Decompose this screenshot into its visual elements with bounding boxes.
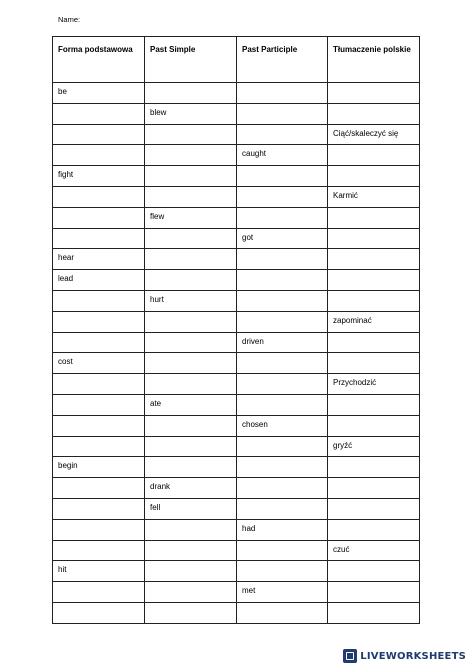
cell-past-simple: blew (145, 103, 237, 124)
cell-past-simple: ate (145, 394, 237, 415)
cell-base-form[interactable] (53, 207, 145, 228)
cell-past-participle[interactable] (237, 103, 328, 124)
cell-polish-translation[interactable] (328, 332, 420, 353)
cell-base-form[interactable] (53, 290, 145, 311)
cell-past-simple[interactable] (145, 519, 237, 540)
cell-polish-translation[interactable] (328, 519, 420, 540)
cell-past-participle[interactable] (237, 249, 328, 270)
cell-past-simple[interactable] (145, 124, 237, 145)
cell-past-simple[interactable] (145, 228, 237, 249)
cell-base-form[interactable] (53, 145, 145, 166)
table-row (53, 145, 420, 166)
cell-polish-translation[interactable] (328, 478, 420, 499)
table-row (53, 332, 420, 353)
cell-base-form[interactable] (53, 540, 145, 561)
table-row (53, 166, 420, 187)
cell-polish-translation[interactable] (328, 270, 420, 291)
cell-base-form[interactable] (53, 311, 145, 332)
cell-polish-translation[interactable] (328, 602, 420, 623)
cell-base-form[interactable] (53, 478, 145, 499)
cell-past-participle[interactable] (237, 602, 328, 623)
table-row (53, 290, 420, 311)
liveworksheets-logo-icon (343, 649, 357, 663)
cell-polish-translation[interactable] (328, 145, 420, 166)
cell-past-simple[interactable] (145, 540, 237, 561)
table-row (53, 436, 420, 457)
cell-base-form[interactable] (53, 124, 145, 145)
cell-polish-translation[interactable] (328, 103, 420, 124)
cell-past-participle[interactable] (237, 270, 328, 291)
cell-polish-translation[interactable] (328, 415, 420, 436)
cell-past-participle[interactable] (237, 83, 328, 104)
cell-polish-translation: zapominać (328, 311, 420, 332)
cell-past-participle[interactable] (237, 207, 328, 228)
footer-brand (343, 649, 466, 663)
cell-base-form[interactable] (53, 519, 145, 540)
cell-polish-translation[interactable] (328, 249, 420, 270)
table-row (53, 415, 420, 436)
cell-base-form: lead (53, 270, 145, 291)
cell-polish-translation: Ciąć/skaleczyć się (328, 124, 420, 145)
cell-past-simple[interactable] (145, 436, 237, 457)
header-base-form: Forma podstawowa (53, 37, 145, 83)
cell-past-participle[interactable] (237, 311, 328, 332)
cell-past-participle[interactable] (237, 374, 328, 395)
cell-polish-translation[interactable] (328, 561, 420, 582)
cell-past-participle[interactable] (237, 561, 328, 582)
cell-base-form[interactable] (53, 415, 145, 436)
cell-polish-translation[interactable] (328, 353, 420, 374)
cell-base-form[interactable] (53, 103, 145, 124)
cell-past-simple[interactable] (145, 332, 237, 353)
cell-base-form[interactable] (53, 332, 145, 353)
cell-past-simple[interactable] (145, 602, 237, 623)
table-row (53, 270, 420, 291)
cell-base-form[interactable] (53, 186, 145, 207)
cell-polish-translation: czuć (328, 540, 420, 561)
cell-past-participle: chosen (237, 415, 328, 436)
table-row (53, 228, 420, 249)
cell-past-simple: hurt (145, 290, 237, 311)
table-row (53, 478, 420, 499)
cell-past-participle: got (237, 228, 328, 249)
table-row (53, 311, 420, 332)
cell-past-participle: met (237, 582, 328, 603)
cell-polish-translation[interactable] (328, 457, 420, 478)
table-row (53, 124, 420, 145)
cell-polish-translation[interactable] (328, 83, 420, 104)
table-row (53, 457, 420, 478)
cell-past-participle[interactable] (237, 394, 328, 415)
cell-past-simple: fell (145, 498, 237, 519)
cell-polish-translation: Przychodzić (328, 374, 420, 395)
cell-past-simple[interactable] (145, 270, 237, 291)
cell-past-simple: drank (145, 478, 237, 499)
cell-base-form[interactable] (53, 498, 145, 519)
table-row (53, 103, 420, 124)
cell-base-form[interactable] (53, 602, 145, 623)
table-row (53, 353, 420, 374)
cell-past-simple[interactable] (145, 186, 237, 207)
table-row (53, 374, 420, 395)
cell-base-form: hit (53, 561, 145, 582)
cell-past-participle: driven (237, 332, 328, 353)
cell-past-participle: caught (237, 145, 328, 166)
cell-past-participle[interactable] (237, 124, 328, 145)
table-row (53, 249, 420, 270)
cell-base-form[interactable] (53, 228, 145, 249)
table-row (53, 519, 420, 540)
cell-past-simple[interactable] (145, 166, 237, 187)
cell-past-simple[interactable] (145, 415, 237, 436)
cell-past-simple[interactable] (145, 311, 237, 332)
cell-past-participle: had (237, 519, 328, 540)
table-row (53, 602, 420, 623)
cell-past-participle[interactable] (237, 457, 328, 478)
cell-past-participle[interactable] (237, 290, 328, 311)
cell-polish-translation[interactable] (328, 207, 420, 228)
cell-base-form[interactable] (53, 582, 145, 603)
cell-base-form: begin (53, 457, 145, 478)
cell-polish-translation[interactable] (328, 394, 420, 415)
cell-polish-translation[interactable] (328, 498, 420, 519)
cell-past-participle[interactable] (237, 186, 328, 207)
table-row (53, 498, 420, 519)
cell-base-form[interactable] (53, 394, 145, 415)
cell-past-simple[interactable] (145, 457, 237, 478)
table-row (53, 207, 420, 228)
table-row (53, 394, 420, 415)
cell-past-simple[interactable] (145, 83, 237, 104)
cell-past-participle[interactable] (237, 540, 328, 561)
table-row (53, 582, 420, 603)
cell-past-participle[interactable] (237, 166, 328, 187)
header-past-participle: Past Participle (237, 37, 328, 83)
cell-polish-translation[interactable] (328, 228, 420, 249)
cell-base-form: cost (53, 353, 145, 374)
cell-polish-translation: Karmić (328, 186, 420, 207)
table-header-row (53, 37, 420, 83)
table-row (53, 561, 420, 582)
cell-past-simple[interactable] (145, 582, 237, 603)
header-past-simple: Past Simple (145, 37, 237, 83)
cell-past-simple[interactable] (145, 353, 237, 374)
header-polish-translation: Tłumaczenie polskie (328, 37, 420, 83)
table-row (53, 186, 420, 207)
cell-base-form: be (53, 83, 145, 104)
cell-polish-translation[interactable] (328, 166, 420, 187)
cell-past-participle[interactable] (237, 436, 328, 457)
cell-past-simple[interactable] (145, 561, 237, 582)
cell-base-form: fight (53, 166, 145, 187)
cell-past-simple[interactable] (145, 249, 237, 270)
cell-polish-translation[interactable] (328, 582, 420, 603)
cell-past-participle[interactable] (237, 353, 328, 374)
cell-polish-translation[interactable] (328, 290, 420, 311)
cell-base-form: hear (53, 249, 145, 270)
name-label: Name: (58, 15, 81, 24)
cell-past-simple[interactable] (145, 145, 237, 166)
cell-past-simple: flew (145, 207, 237, 228)
cell-past-simple[interactable] (145, 374, 237, 395)
cell-base-form[interactable] (53, 374, 145, 395)
brand-name: LIVEWORKSHEETS (360, 650, 466, 662)
irregular-verbs-table (52, 36, 420, 624)
cell-polish-translation: gryźć (328, 436, 420, 457)
cell-past-participle[interactable] (237, 498, 328, 519)
table-row (53, 83, 420, 104)
cell-past-participle[interactable] (237, 478, 328, 499)
table-row (53, 540, 420, 561)
cell-base-form[interactable] (53, 436, 145, 457)
